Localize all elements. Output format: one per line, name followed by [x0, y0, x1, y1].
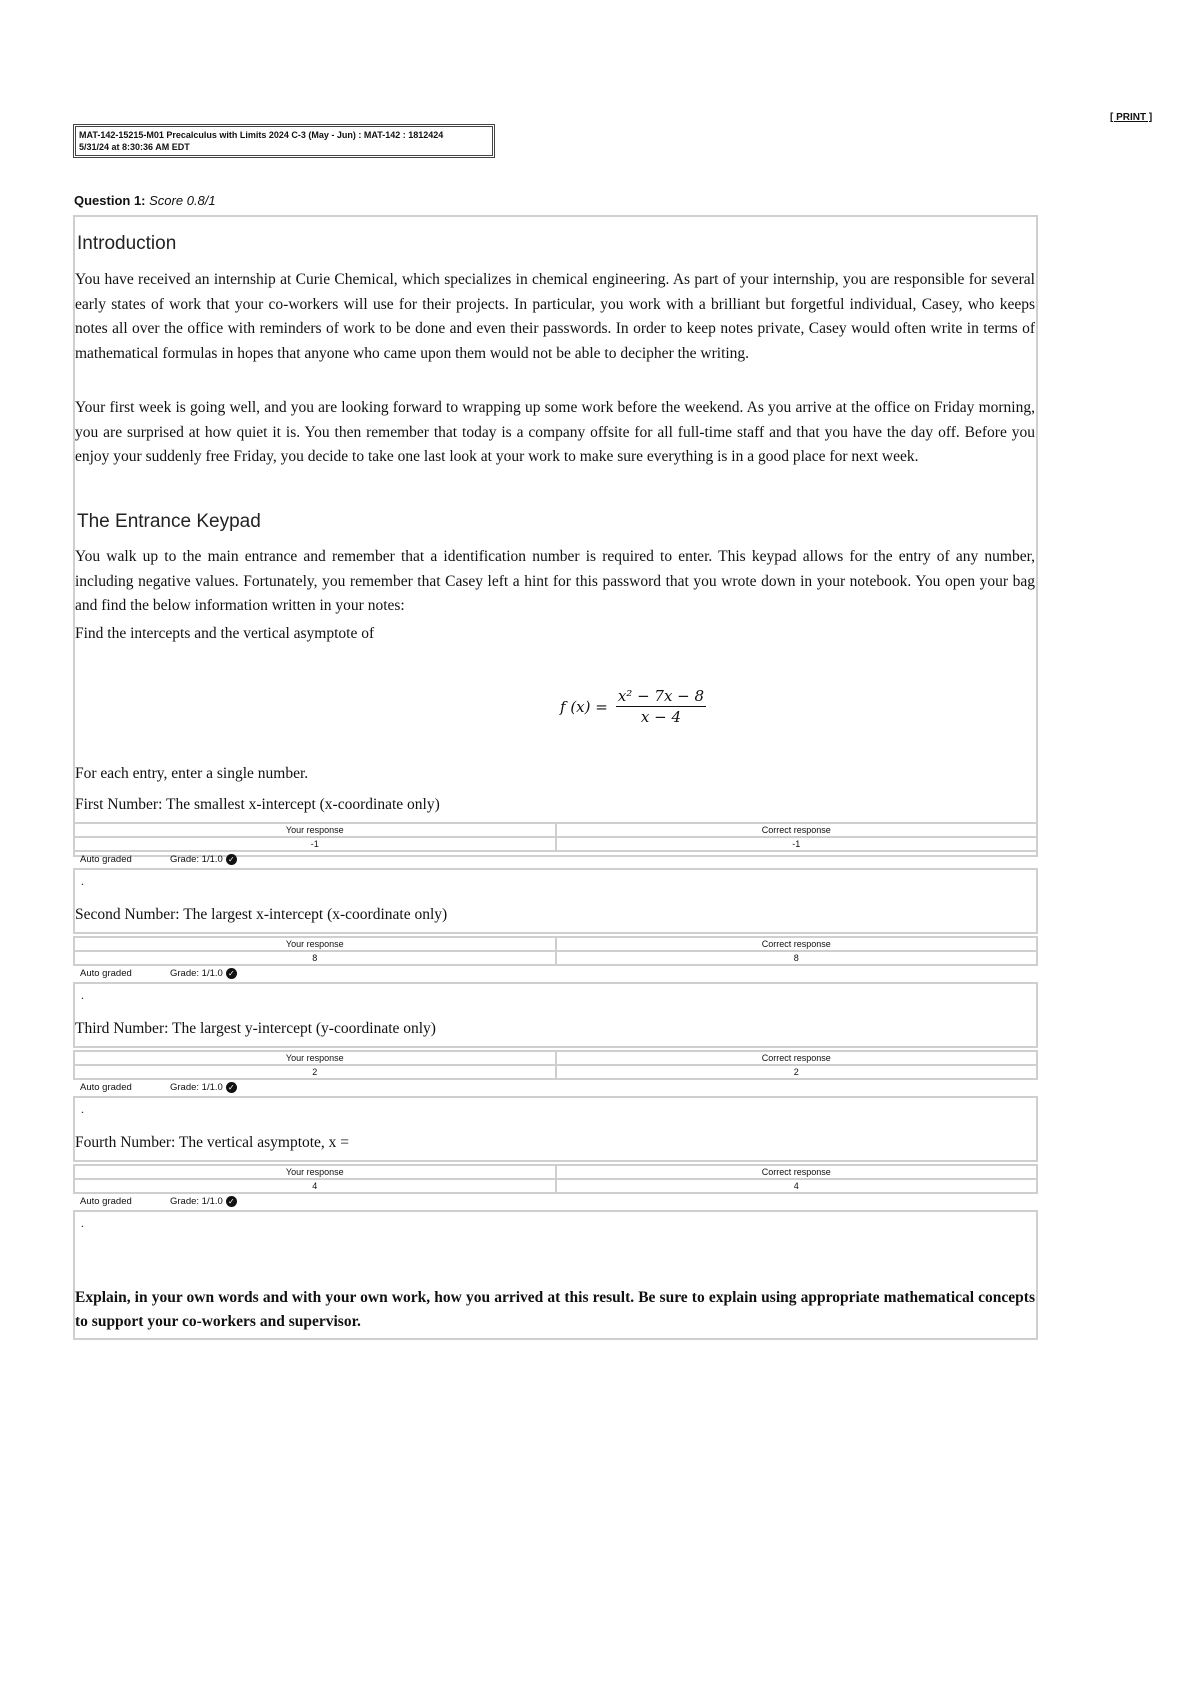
- table-row: [74, 951, 1037, 965]
- correct-response-value: 2: [556, 1065, 1038, 1079]
- part-4-grade-row: [80, 1196, 237, 1207]
- formula-fraction: [616, 687, 706, 726]
- function-formula: [560, 687, 706, 726]
- intro-paragraph-1: You have received an internship at Curie Chemical, which specializes in chemical engineering. As part of your internship, you are responsible for several early states of work that your co-workers will use for their projects. In particular, you work with a brilliant but forgetful individual, Casey, who keeps notes all over the office with reminders of work to be done and even their passwords. In order to keep notes private, Casey would often write in terms of mathematical formulas in hopes that anyone who came upon them would not be able to decipher the writing.: [75, 271, 1035, 362]
- explain-instruction: Explain, in your own words and with your own work, how you arrived at this result. Be sure to explain using appropriate mathematical concepts to support your co-workers and supervisor.: [75, 1289, 1035, 1330]
- correct-response-value: 8: [556, 951, 1038, 965]
- panel-dot: .: [81, 988, 84, 1002]
- correct-response-value: 4: [556, 1179, 1038, 1193]
- question-label: Question 1:: [74, 193, 146, 208]
- your-response-value: 4: [74, 1179, 556, 1193]
- check-circle-icon: ✓: [226, 1082, 237, 1093]
- part-3-response-table: [73, 1050, 1038, 1080]
- part-2-prompt: Second Number: The largest x-intercept (x-coordinate only): [75, 906, 448, 923]
- your-response-header: Your response: [74, 937, 556, 951]
- intro-paragraph-2: Your first week is going well, and you are looking forward to wrapping up some work before the weekend. As you arrive at the office on Friday morning, you are surprised at how quiet it is. You then remember that today is a company offsite for all full-time staff and that you have the day off. Before you enjoy your suddenly free Friday, you decide to take one last look at your work to make sure everything is in a good place for next week.: [75, 399, 1035, 465]
- correct-response-header: Correct response: [556, 823, 1038, 837]
- your-response-header: Your response: [74, 823, 556, 837]
- correct-response-header: Correct response: [556, 1051, 1038, 1065]
- table-row: [74, 1179, 1037, 1193]
- grade-label: Grade: 1/1.0: [170, 1082, 223, 1093]
- formula-numerator: x² − 7x − 8: [617, 687, 705, 705]
- table-row: [74, 1165, 1037, 1179]
- correct-response-header: Correct response: [556, 1165, 1038, 1179]
- auto-graded-label: Auto graded: [80, 968, 132, 979]
- grade-label: Grade: 1/1.0: [170, 854, 223, 865]
- grade-label: Grade: 1/1.0: [170, 1196, 223, 1207]
- submission-timestamp: 5/31/24 at 8:30:36 AM EDT: [79, 142, 190, 152]
- part-1-grade-row: [80, 854, 237, 865]
- part-2-response-table: [73, 936, 1038, 966]
- part-2-grade-row: [80, 968, 237, 979]
- entry-instruction: For each entry, enter a single number.: [75, 765, 309, 782]
- panel-dot: .: [81, 874, 84, 888]
- part-3-panel: [73, 982, 1038, 1048]
- part-4-response-table: [73, 1164, 1038, 1194]
- course-header: [73, 124, 495, 158]
- panel-dot: .: [81, 1216, 84, 1230]
- part-2-panel: [73, 868, 1038, 934]
- your-response-value: 8: [74, 951, 556, 965]
- your-response-header: Your response: [74, 1051, 556, 1065]
- grade-label: Grade: 1/1.0: [170, 968, 223, 979]
- auto-graded-label: Auto graded: [80, 854, 132, 865]
- your-response-value: 2: [74, 1065, 556, 1079]
- question-heading: [74, 193, 216, 208]
- keypad-paragraph: You walk up to the main entrance and remember that a identification number is required to enter. This keypad allows for the entry of any number, including negative values. Fortunately, you remember that Casey left a hint for this password that you wrote down in your notebook. You open your bag and find the below information written in your notes:: [75, 548, 1035, 614]
- question-panel: [73, 215, 1038, 857]
- question-score: Score 0.8/1: [149, 193, 216, 208]
- find-instruction: Find the intercepts and the vertical asymptote of: [75, 625, 375, 642]
- check-circle-icon: ✓: [226, 1196, 237, 1207]
- your-response-header: Your response: [74, 1165, 556, 1179]
- course-title: MAT-142-15215-M01 Precalculus with Limits 2024 C-3 (May - Jun) : MAT-142 : 1812424: [79, 130, 444, 140]
- check-circle-icon: ✓: [226, 968, 237, 979]
- part-4-prompt: Fourth Number: The vertical asymptote, x =: [75, 1134, 350, 1151]
- table-row: [74, 1065, 1037, 1079]
- panel-dot: .: [81, 1102, 84, 1116]
- table-row: [74, 1051, 1037, 1065]
- keypad-title: The Entrance Keypad: [77, 511, 261, 532]
- table-row: [74, 837, 1037, 851]
- correct-response-header: Correct response: [556, 937, 1038, 951]
- print-link[interactable]: [ PRINT ]: [1110, 112, 1153, 123]
- auto-graded-label: Auto graded: [80, 1196, 132, 1207]
- correct-response-value: -1: [556, 837, 1038, 851]
- part-1-prompt: First Number: The smallest x-intercept (x-coordinate only): [75, 796, 440, 813]
- part-3-prompt: Third Number: The largest y-intercept (y-coordinate only): [75, 1020, 436, 1037]
- part-3-grade-row: [80, 1082, 237, 1093]
- explain-panel: [73, 1210, 1038, 1340]
- formula-lhs: f (x) =: [560, 697, 608, 716]
- auto-graded-label: Auto graded: [80, 1082, 132, 1093]
- formula-denominator: x − 4: [640, 708, 681, 726]
- table-row: [74, 823, 1037, 837]
- check-circle-icon: ✓: [226, 854, 237, 865]
- table-row: [74, 937, 1037, 951]
- part-4-panel: [73, 1096, 1038, 1162]
- your-response-value: -1: [74, 837, 556, 851]
- intro-title: Introduction: [77, 233, 177, 254]
- part-1-response-table: [73, 822, 1038, 852]
